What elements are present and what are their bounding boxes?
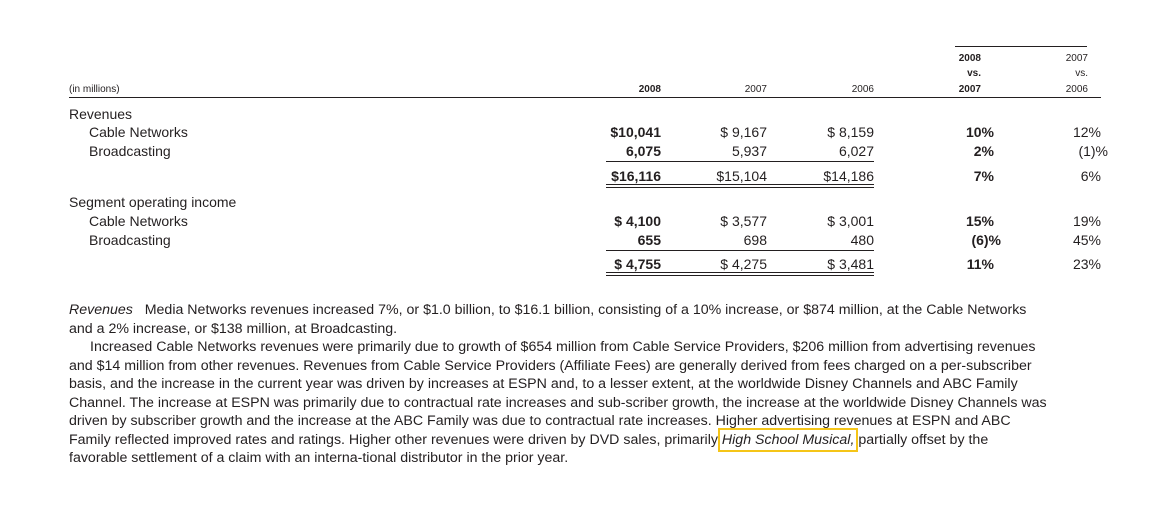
paragraph-revenues-summary bbox=[69, 301, 1049, 338]
inc-cable-cmp2: 19% bbox=[1072, 213, 1101, 229]
rev-cable-cmp1: 10% bbox=[965, 124, 994, 140]
units-label: (in millions) bbox=[69, 84, 120, 95]
rev-cable-2008: $10,041 bbox=[610, 124, 661, 140]
cmp2-header-line3: 2006 bbox=[1065, 84, 1088, 95]
inc-total-2008: $ 4,755 bbox=[614, 256, 661, 272]
narrative-text bbox=[69, 301, 1049, 468]
rev-cable-2007: $ 9,167 bbox=[720, 124, 767, 140]
paragraph-2-after: partially offset by the favorable settlement of a claim with an interna-tional distributor in the prior year. bbox=[69, 431, 989, 466]
rev-total-2008: $16,116 bbox=[611, 168, 661, 184]
inc-cable-2007: $ 3,577 bbox=[720, 213, 767, 229]
inc-broadcasting-cmp2: 45% bbox=[1072, 232, 1101, 248]
rev-broadcasting-cmp2: (1)% bbox=[1078, 143, 1108, 159]
rev-total-2007: $15,104 bbox=[716, 168, 767, 184]
cmp2-header-line2: vs. bbox=[1075, 68, 1088, 79]
cmp1-header-line2: vs. bbox=[967, 68, 981, 79]
cmp1-header-line1: 2008 bbox=[958, 53, 981, 64]
cmp1-header-line3: 2007 bbox=[958, 84, 981, 95]
rev-total-double-rule bbox=[606, 184, 874, 188]
income-heading: Segment operating income bbox=[69, 194, 237, 210]
inc-total-cmp2: 23% bbox=[1072, 256, 1101, 272]
rev-total-cmp2: 6% bbox=[1080, 168, 1101, 184]
rev-total-cmp1: 7% bbox=[973, 168, 994, 184]
rev-broadcasting-2006: 6,027 bbox=[838, 143, 874, 159]
header-rule bbox=[955, 46, 1087, 47]
col-header-2006: 2006 bbox=[851, 84, 874, 95]
rev-broadcasting-2008: 6,075 bbox=[625, 143, 661, 159]
inc-total-double-rule bbox=[606, 272, 874, 276]
inc-subtotal-rule bbox=[606, 250, 874, 251]
rev-broadcasting-2007: 5,937 bbox=[731, 143, 767, 159]
inc-total-cmp1: 11% bbox=[966, 256, 994, 272]
paragraph-cable-networks bbox=[69, 338, 1049, 468]
inc-total-2007: $ 4,275 bbox=[720, 256, 767, 272]
inc-broadcasting-2006: 480 bbox=[850, 232, 874, 248]
rev-cable-label: Cable Networks bbox=[89, 124, 188, 140]
cmp2-header-line1: 2007 bbox=[1065, 53, 1088, 64]
inc-broadcasting-2007: 698 bbox=[743, 232, 767, 248]
rev-broadcasting-cmp1: 2% bbox=[973, 143, 994, 159]
col-header-2007: 2007 bbox=[744, 84, 767, 95]
inc-cable-cmp1: 15% bbox=[965, 213, 994, 229]
highlighted-title: High School Musical, bbox=[721, 431, 855, 448]
rev-subtotal-rule bbox=[606, 161, 874, 162]
paragraph-2-before: Increased Cable Networks revenues were primarily due to growth of $654 million from Cable Service Providers, $206 million from advertising revenues and $14 million from other revenues. Revenues from Cable Service Providers (Affiliate Fees) are generally derived from fees charged on a per-subscriber basis, and the increase in the current year was driven by increases at ESPN and, to a lesser extent, at the worldwide Disney Channels and ABC Family Channel. The increase at ESPN was primarily due to contractual rate increases and sub-scriber growth, the increase at the worldwide Disney Channels was driven by subscriber growth and the increase at the ABC Family was due to contractual rate increases. Higher advertising revenues at ESPN and ABC Family reflected improved rates and ratings. Higher other revenues were driven by DVD sales, primarily bbox=[69, 339, 1047, 448]
paragraph-heading: Revenues bbox=[69, 302, 133, 318]
header-bottom-rule bbox=[69, 97, 1101, 98]
rev-cable-2006: $ 8,159 bbox=[827, 124, 874, 140]
inc-cable-label: Cable Networks bbox=[89, 213, 188, 229]
revenues-heading: Revenues bbox=[69, 106, 133, 122]
col-header-2008: 2008 bbox=[638, 84, 661, 95]
inc-broadcasting-label: Broadcasting bbox=[89, 232, 171, 248]
inc-broadcasting-2008: 655 bbox=[637, 232, 661, 248]
inc-cable-2006: $ 3,001 bbox=[827, 213, 874, 229]
inc-cable-2008: $ 4,100 bbox=[614, 213, 661, 229]
inc-total-2006: $ 3,481 bbox=[827, 256, 874, 272]
rev-broadcasting-label: Broadcasting bbox=[89, 143, 171, 159]
rev-cable-cmp2: 12% bbox=[1072, 124, 1101, 140]
paragraph-1-body: Media Networks revenues increased 7%, or $1.0 billion, to $16.1 billion, consisting of a 10% increase, or $874 million, at the Cable Networks and a 2% increase, or $138 million, at Broadcasting. bbox=[69, 302, 1027, 337]
inc-broadcasting-cmp1: (6)% bbox=[971, 232, 1001, 248]
rev-total-2006: $14,186 bbox=[823, 168, 874, 184]
